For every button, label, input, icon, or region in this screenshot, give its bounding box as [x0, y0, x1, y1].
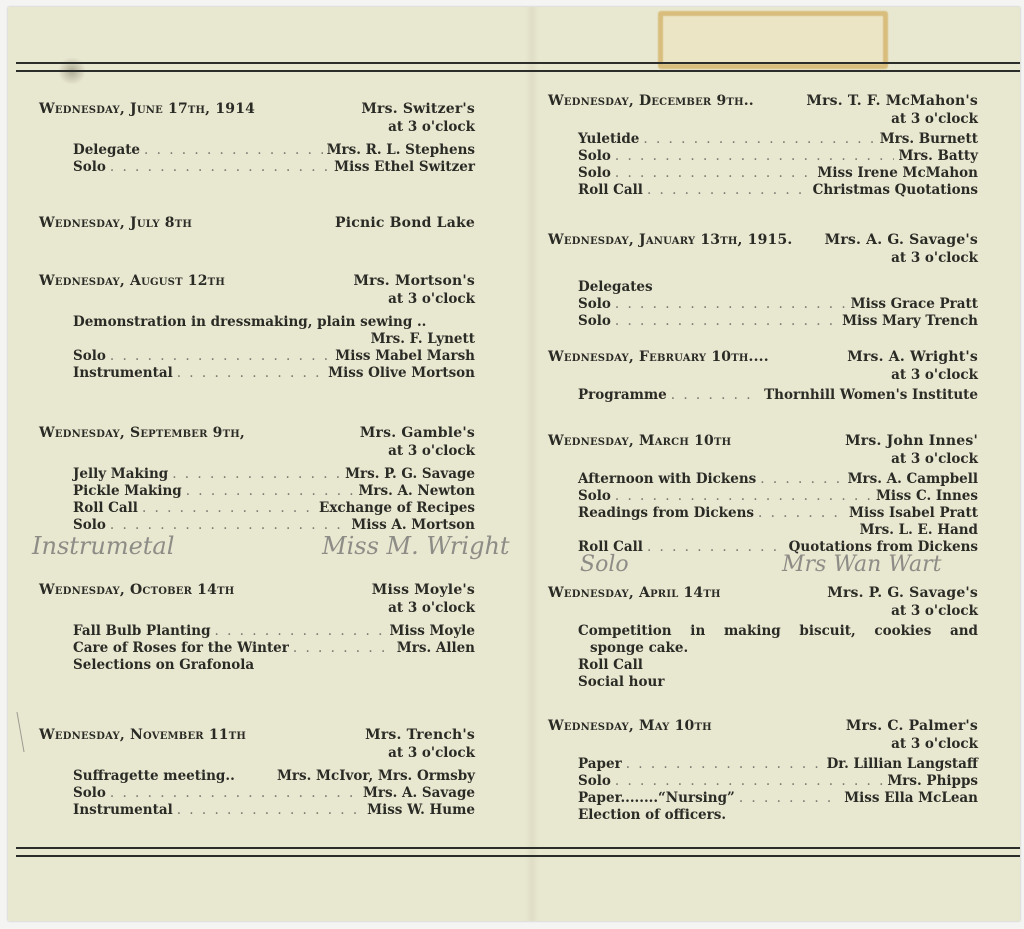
- event-time: at 3 o'clock: [891, 111, 978, 127]
- event-february: [548, 348, 978, 404]
- programme-item: Solo . . . Miss Mabel Marsh: [73, 348, 475, 365]
- top-rule-2: [16, 70, 1020, 72]
- event-april: [548, 584, 978, 691]
- event-date: Wednesday, June 17th, 1914: [39, 101, 256, 117]
- programme-item: Solo . . . Mrs. A. Savage: [73, 785, 475, 802]
- programme-item: Paper........“Nursing” . . . Miss Ella McLean: [578, 790, 978, 807]
- programme-item: Solo . . . Miss Irene McMahon: [578, 165, 978, 182]
- event-may: [548, 717, 978, 824]
- programme-item: Pickle Making . . . Mrs. A. Newton: [73, 483, 475, 500]
- programme-item: Solo . . . Mrs. Batty: [578, 148, 978, 165]
- event-time: at 3 o'clock: [388, 119, 475, 135]
- event-date: Wednesday, September 9th,: [39, 425, 245, 441]
- event-date: Wednesday, August 12th: [39, 273, 225, 289]
- tape-stain: [658, 11, 888, 69]
- event-date: Wednesday, May 10th: [548, 718, 712, 734]
- bottom-rule-1: [16, 847, 1020, 849]
- event-november: [39, 726, 475, 819]
- handwritten-note-label: Instrumetal: [32, 532, 175, 560]
- event-time: at 3 o'clock: [891, 451, 978, 467]
- programme-item: Social hour: [578, 674, 665, 690]
- programme-item: Jelly Making . . . Mrs. P. G. Savage: [73, 466, 475, 483]
- event-host: Mrs. John Innes': [845, 433, 978, 449]
- programme-item: Competition in making biscuit, cookies and: [578, 623, 978, 639]
- event-date: Wednesday, December 9th..: [548, 93, 754, 109]
- bottom-rule-2: [16, 855, 1020, 857]
- handwritten-note-value: Miss M. Wright: [322, 532, 510, 560]
- programme-item: Solo . . . Miss C. Innes: [578, 488, 978, 505]
- event-host: Mrs. Switzer's: [361, 101, 475, 117]
- event-january: [548, 231, 978, 330]
- event-time: at 3 o'clock: [891, 367, 978, 383]
- event-host: Mrs. T. F. McMahon's: [806, 93, 978, 109]
- event-host: Mrs. A. Wright's: [847, 349, 978, 365]
- pencil-check-mark: [16, 712, 38, 752]
- programme-item: Roll Call . . . Christmas Quotations: [578, 182, 978, 199]
- programme-item: Solo . . . Mrs. Phipps: [578, 773, 978, 790]
- programme-item: Roll Call . . . Quotations from Dickens: [578, 539, 978, 556]
- programme-item: Solo . . . Miss Ethel Switzer: [73, 159, 475, 176]
- event-time: at 3 o'clock: [891, 736, 978, 752]
- programme-item: Yuletide . . . Mrs. Burnett: [578, 131, 978, 148]
- event-time: at 3 o'clock: [388, 291, 475, 307]
- programme-item: Afternoon with Dickens . . . Mrs. A. Campbell: [578, 471, 978, 488]
- event-june: [39, 100, 475, 176]
- event-october: [39, 581, 475, 674]
- event-july: [39, 214, 475, 233]
- programme-item: Instrumental . . . Miss W. Hume: [73, 802, 475, 819]
- event-date: Wednesday, January 13th, 1915.: [548, 232, 793, 248]
- event-host: Picnic Bond Lake: [334, 215, 475, 231]
- programme-item: Mrs. L. E. Hand: [859, 522, 978, 538]
- programme-item: Programme . . . Thornhill Women's Institute: [578, 387, 978, 404]
- programme-item: Selections on Grafonola: [73, 657, 255, 673]
- programme-item: Care of Roses for the Winter . . . Mrs. Allen: [73, 640, 475, 657]
- event-time: at 3 o'clock: [891, 250, 978, 266]
- event-host: Mrs. A. G. Savage's: [824, 232, 978, 248]
- event-december: [548, 92, 978, 199]
- event-host: Mrs. P. G. Savage's: [827, 585, 978, 601]
- programme-item: Solo . . . Miss Grace Pratt: [578, 296, 978, 313]
- programme-item: Delegates: [578, 279, 653, 295]
- event-september: [39, 424, 475, 534]
- handwritten-note-label: Solo: [580, 552, 629, 577]
- handwritten-note-value: Mrs Wan Wart: [782, 552, 942, 577]
- event-host: Miss Moyle's: [371, 582, 475, 598]
- event-time: at 3 o'clock: [388, 745, 475, 761]
- programme-item: sponge cake.: [590, 640, 689, 656]
- event-time: at 3 o'clock: [891, 603, 978, 619]
- programme-item: Instrumental . . . Miss Olive Mortson: [73, 365, 475, 382]
- event-date: Wednesday, November 11th: [39, 727, 247, 743]
- top-rule-1: [16, 62, 1020, 64]
- programme-item: Roll Call: [578, 657, 643, 673]
- event-date: Wednesday, February 10th....: [548, 349, 769, 365]
- center-fold: [525, 7, 539, 921]
- event-date: Wednesday, March 10th: [548, 433, 732, 449]
- event-date: Wednesday, October 14th: [39, 582, 235, 598]
- event-time: at 3 o'clock: [388, 600, 475, 616]
- event-date: Wednesday, April 14th: [548, 585, 721, 601]
- programme-item: Election of officers.: [578, 807, 727, 823]
- event-august: [39, 272, 475, 382]
- event-host: Mrs. Mortson's: [353, 273, 475, 289]
- programme-item: Demonstration in dressmaking, plain sewing ..: [73, 314, 427, 330]
- programme-item: Delegate . . . Mrs. R. L. Stephens: [73, 142, 475, 159]
- event-host: Mrs. C. Palmer's: [845, 718, 978, 734]
- event-time: at 3 o'clock: [388, 443, 475, 459]
- programme-item: Paper . . . Dr. Lillian Langstaff: [578, 756, 978, 773]
- event-date: Wednesday, July 8th: [39, 215, 193, 231]
- event-march: [548, 432, 978, 556]
- event-host: Mrs. Gamble's: [359, 425, 475, 441]
- programme-item: Fall Bulb Planting . . . Miss Moyle: [73, 623, 475, 640]
- programme-item: Suffragette meeting.. Mrs. McIvor, Mrs. Ormsby: [73, 768, 475, 784]
- programme-item: Mrs. F. Lynett: [370, 331, 475, 347]
- event-host: Mrs. Trench's: [365, 727, 475, 743]
- programme-item: Solo . . . Miss A. Mortson: [73, 517, 475, 534]
- programme-item: Solo . . . Miss Mary Trench: [578, 313, 978, 330]
- programme-item: Readings from Dickens . . . Miss Isabel Pratt: [578, 505, 978, 522]
- programme-item: Roll Call . . . Exchange of Recipes: [73, 500, 475, 517]
